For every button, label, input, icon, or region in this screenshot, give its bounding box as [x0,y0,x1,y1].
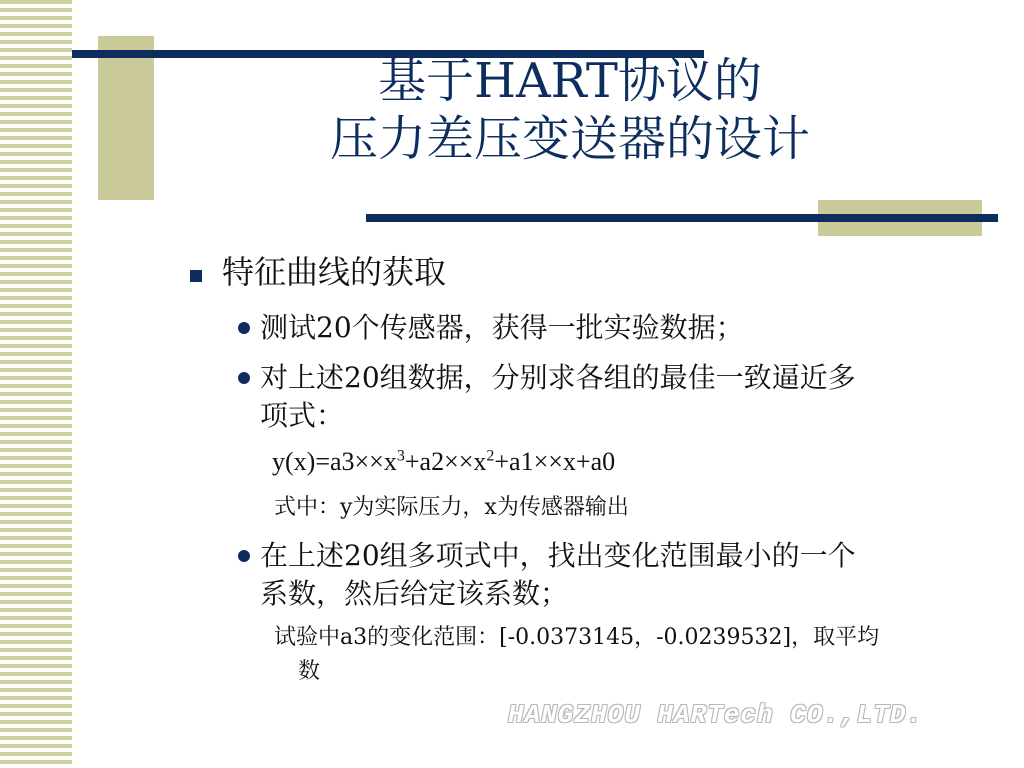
round-bullet-icon [238,372,250,384]
formula-part-3: +a1××x+a0 [494,447,616,476]
title-line-1: 基于HART协议的 [378,53,762,109]
formula-exponent-3: 3 [396,447,405,465]
slide-title [160,52,980,168]
formula-exponent-2: 2 [486,447,495,465]
bullet-item-2-line-1: 对上述20组数据，分别求各组的最佳一致逼近多 [260,361,856,394]
bottom-accent-line [366,214,998,222]
title-line-2: 压力差压变送器的设计 [329,111,810,167]
range-note-line-2: 数 [298,659,321,684]
company-footer: HANGZHOU HARTech CO.,LTD. [508,700,924,730]
bullet-item-3-line-1: 在上述20组多项式中，找出变化范围最小的一个 [260,539,856,572]
polynomial-formula [272,444,615,480]
heading-bullet-text: 特征曲线的获取 [222,253,447,291]
formula-part-2: +a2××x [404,447,487,476]
range-note-line-1: 试验中a3的变化范围：[-0.0373145，-0.0239532]，取平均 [274,625,880,650]
bullet-item-1: 测试20个传感器，获得一批实验数据； [260,311,744,344]
formula-note: 式中：y为实际压力，x为传感器输出 [274,495,629,520]
formula-part-1: y(x)=a3××x [272,447,397,476]
left-stripe-decoration [0,0,72,768]
round-bullet-icon [238,322,250,334]
square-bullet-icon [190,270,202,282]
bullet-item-2-line-2: 项式： [260,399,345,432]
round-bullet-icon [238,550,250,562]
bullet-item-3-line-2: 系数，然后给定该系数； [260,577,569,610]
top-tan-block [98,36,154,200]
